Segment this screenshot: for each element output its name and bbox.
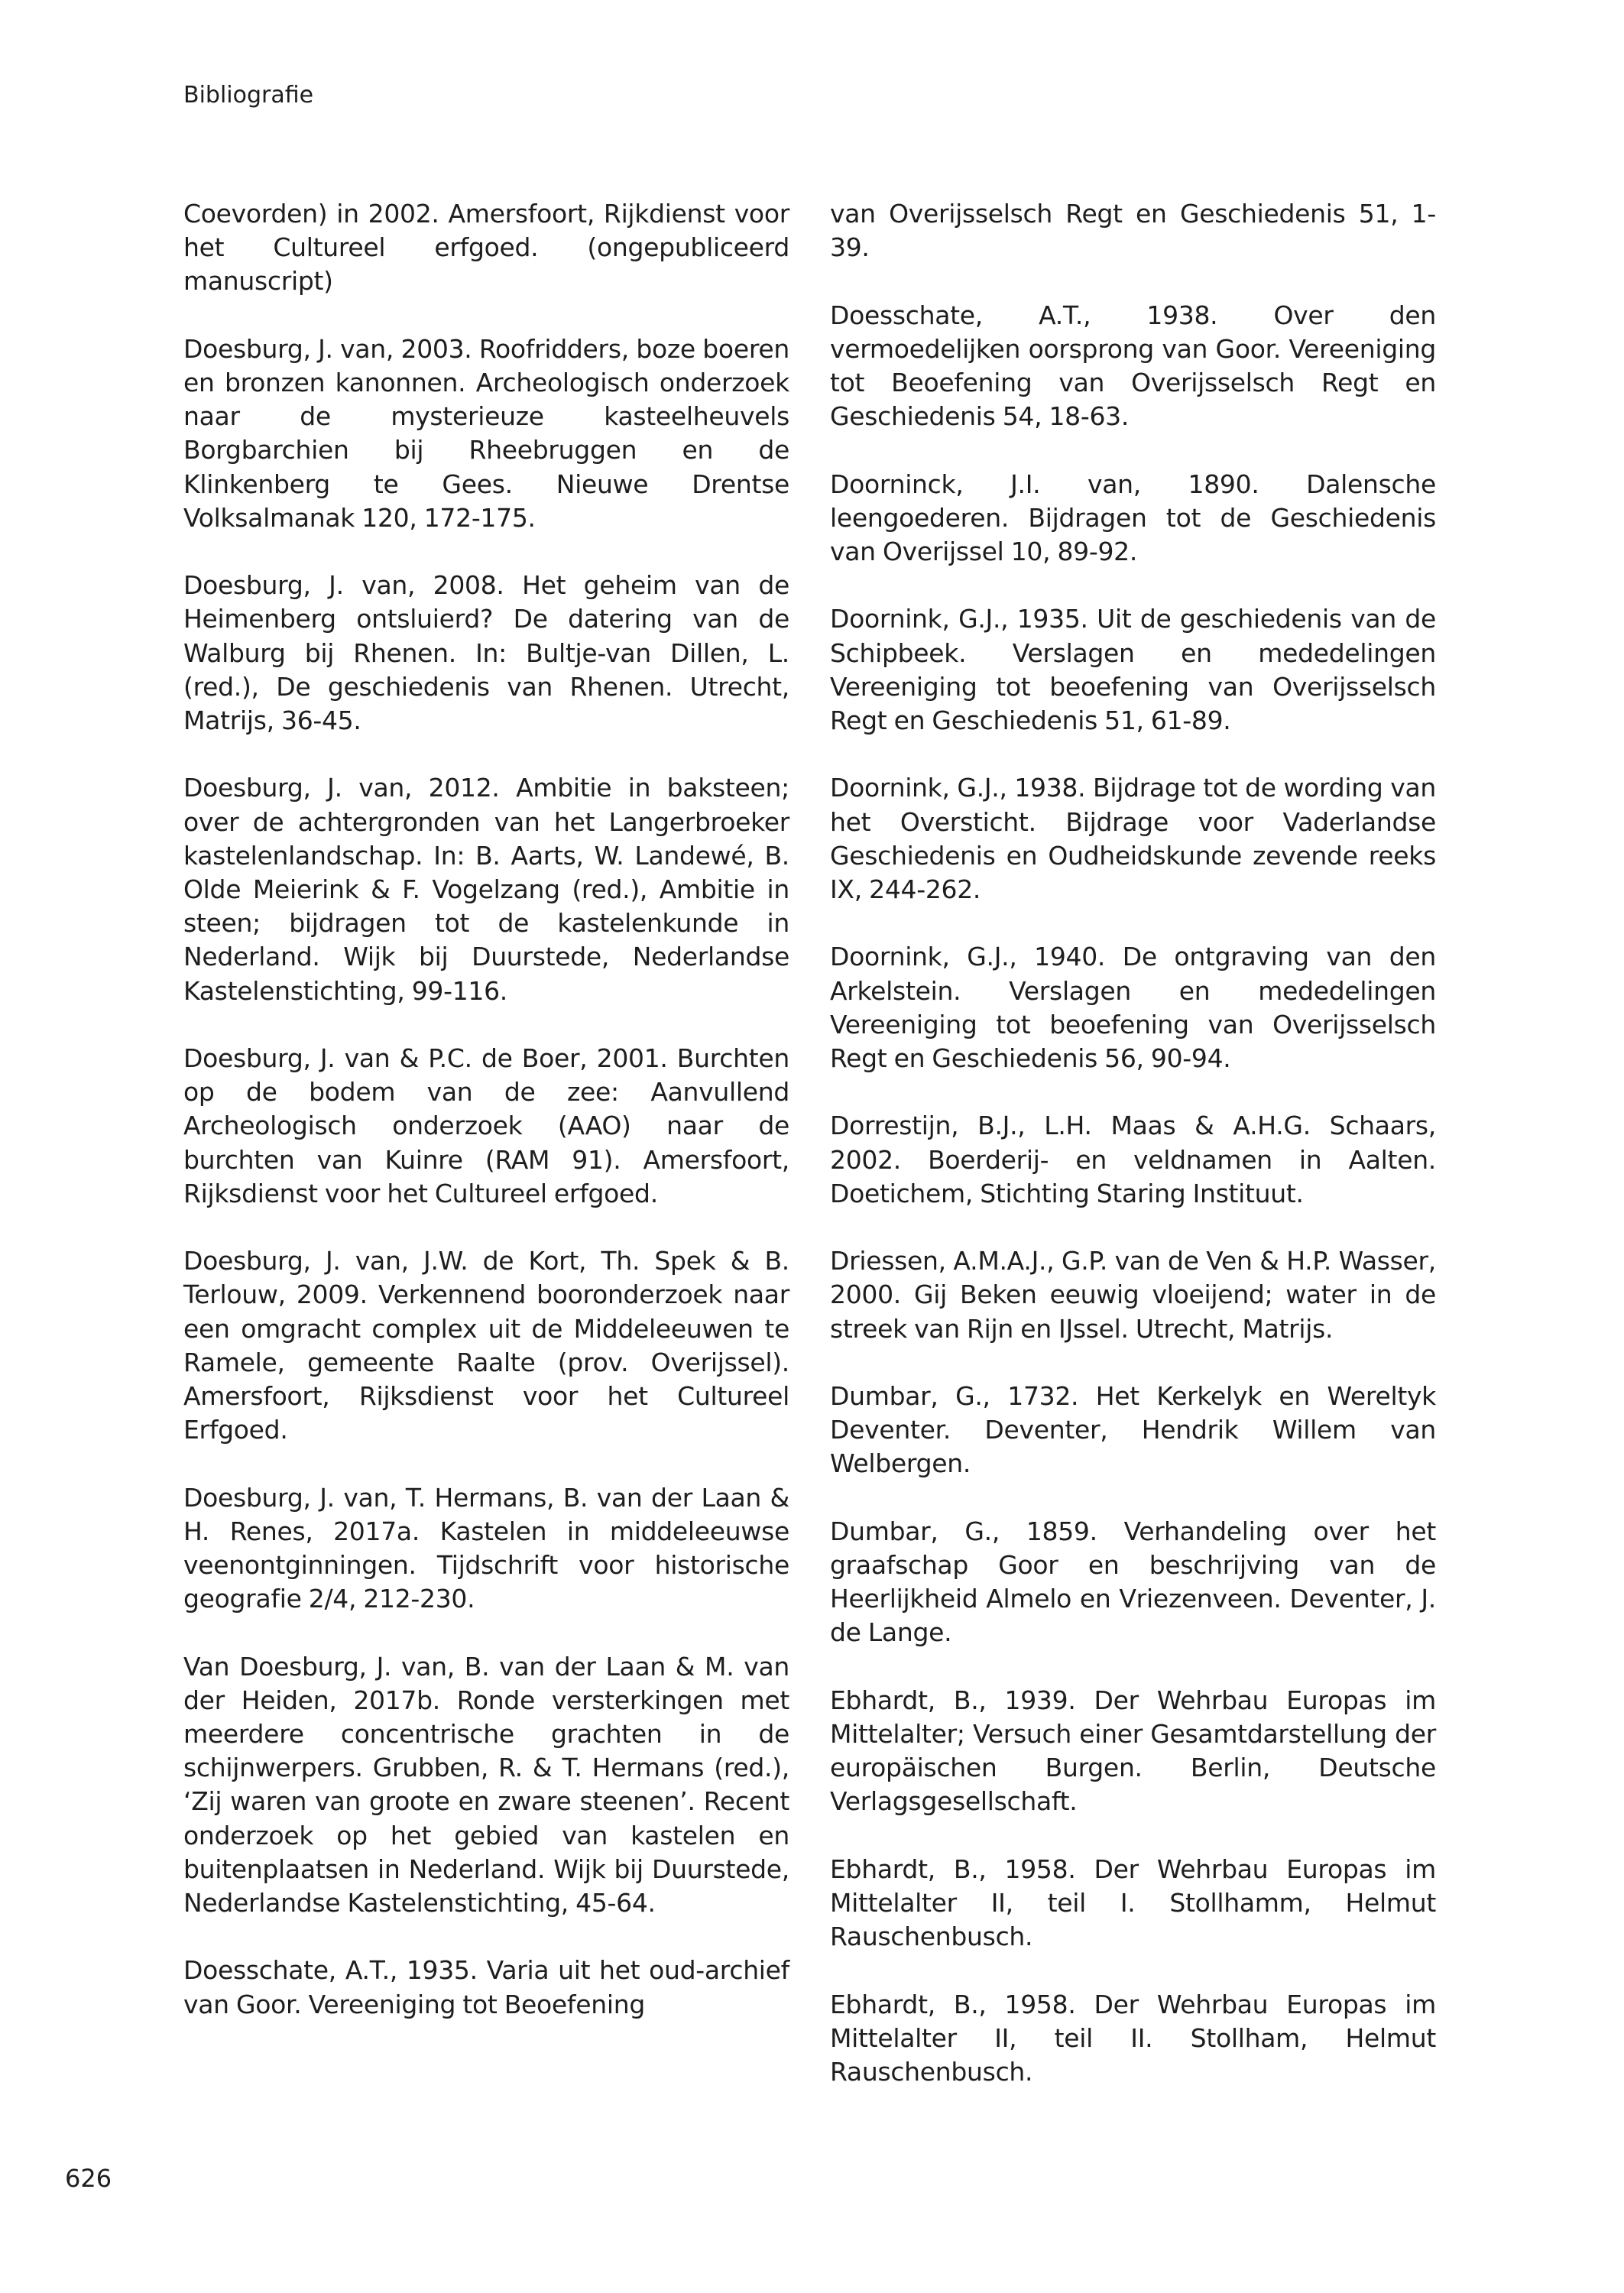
bibliography-entry: Ebhardt, B., 1958. Der Wehrbau Europas im Mittelalter II, teil I. Stollhamm, Helmut Rauschenbusch.: [830, 1854, 1436, 1952]
bibliography-entry: Coevorden) in 2002. Amersfoort, Rijkdienst voor het Cultureel erfgoed. (ongepubliceerd manuscript): [183, 199, 789, 297]
bibliography-entry: Ebhardt, B., 1958. Der Wehrbau Europas im Mittelalter II, teil II. Stollham, Helmut Rauschenbusch.: [830, 1989, 1436, 2087]
bibliography-entry: Van Doesburg, J. van, B. van der Laan & M. van der Heiden, 2017b. Ronde versterkingen met meerdere concentrische grachten in de schijnwerpers. Grubben, R. & T. Hermans (red.), ‘Zij waren van groote en zware steenen’. Recent onderzoek op het gebied van kastelen en buitenplaatsen in Nederland. Wijk bij Duurstede, Nederlandse Kastelenstichting, 45-64.: [183, 1651, 789, 1918]
bibliography-entry: Doesschate, A.T., 1938. Over den vermoedelijken oorsprong van Goor. Vereeniging tot Beoefening van Overijsselsch Regt en Geschiedenis 54, 18-63.: [830, 300, 1436, 432]
running-header: Bibliografie: [183, 82, 314, 109]
bibliography-entry: Dorrestijn, B.J., L.H. Maas & A.H.G. Schaars, 2002. Boerderij- en veldnamen in Aalten. Doetichem, Stichting Staring Instituut.: [830, 1111, 1436, 1208]
bibliography-entry: Doesburg, J. van, 2008. Het geheim van de Heimenberg ontsluierd? De datering van de Walburg bij Rhenen. In: Bultje-van Dillen, L. (red.), De geschiedenis van Rhenen. Utrecht, Matrijs, 36-45.: [183, 570, 789, 736]
bibliography-entry: Doesburg, J. van & P.C. de Boer, 2001. Burchten op de bodem van de zee: Aanvullend Archeologisch onderzoek (AAO) naar de burchten van Kuinre (RAM 91). Amersfoort, Rijksdienst voor het Cultureel erfgoed.: [183, 1043, 789, 1208]
bibliography-entry: Doornink, G.J., 1938. Bijdrage tot de wording van het Oversticht. Bijdrage voor Vaderlandse Geschiedenis en Oudheidskunde zevende reeks IX, 244-262.: [830, 773, 1436, 904]
bibliography-entry: Doesburg, J. van, T. Hermans, B. van der Laan & H. Renes, 2017a. Kastelen in middeleeuwse veenontginningen. Tijdschrift voor historische geografie 2/4, 212-230.: [183, 1482, 789, 1614]
bibliography-entry: Ebhardt, B., 1939. Der Wehrbau Europas im Mittelalter; Versuch einer Gesamtdarstellung der europäischen Burgen. Berlin, Deutsche Verlagsgesellschaft.: [830, 1685, 1436, 1817]
bibliography-entry: Driessen, A.M.A.J., G.P. van de Ven & H.P. Wasser, 2000. Gij Beken eeuwig vloeijend; water in de streek van Rijn en IJssel. Utrecht, Matrijs.: [830, 1246, 1436, 1344]
bibliography-entry: Doesburg, J. van, J.W. de Kort, Th. Spek & B. Terlouw, 2009. Verkennend booronderzoek naar een omgracht complex uit de Middeleeuwen te Ramele, gemeente Raalte (prov. Overijssel). Amersfoort, Rijksdienst voor het Cultureel Erfgoed.: [183, 1246, 789, 1445]
bibliography-entry: Dumbar, G., 1732. Het Kerkelyk en Wereltyk Deventer. Deventer, Hendrik Willem van Welbergen.: [830, 1380, 1436, 1479]
bibliography-right-column: [830, 197, 1436, 2123]
bibliography-entry: Dumbar, G., 1859. Verhandeling over het graafschap Goor en beschrijving van de Heerlijkheid Almelo en Vriezenveen. Deventer, J. de Lange.: [830, 1516, 1436, 1648]
bibliography-entry: Doorninck, J.I. van, 1890. Dalensche leengoederen. Bijdragen tot de Geschiedenis van Overijssel 10, 89-92.: [830, 469, 1436, 566]
page-number: 626: [65, 2164, 112, 2193]
bibliography-entry: Doornink, G.J., 1940. De ontgraving van den Arkelstein. Verslagen en mededelingen Vereeniging tot beoefening van Overijsselsch Regt en Geschiedenis 56, 90-94.: [830, 942, 1436, 1073]
bibliography-left-column: [183, 197, 789, 2055]
bibliography-entry: Doesschate, A.T., 1935. Varia uit het oud-archief van Goor. Vereeniging tot Beoefening: [183, 1955, 789, 2019]
bibliography-entry: Doesburg, J. van, 2003. Roofridders, boze boeren en bronzen kanonnen. Archeologisch onderzoek naar de mysterieuze kasteelheuvels Borgbarchien bij Rheebruggen en de Klinkenberg te Gees. Nieuwe Drentse Volksalmanak 120, 172-175.: [183, 333, 789, 533]
bibliography-entry: van Overijsselsch Regt en Geschiedenis 51, 1-39.: [830, 199, 1436, 263]
bibliography-entry: Doesburg, J. van, 2012. Ambitie in baksteen; over de achtergronden van het Langerbroeker kastelenlandschap. In: B. Aarts, W. Landewé, B. Olde Meierink & F. Vogelzang (red.), Ambitie in steen; bijdragen tot de kastelenkunde in Nederland. Wijk bij Duurstede, Nederlandse Kastelenstichting, 99-116.: [183, 773, 789, 1006]
bibliography-entry: Doornink, G.J., 1935. Uit de geschiedenis van de Schipbeek. Verslagen en mededelingen Vereeniging tot beoefening van Overijsselsch Regt en Geschiedenis 51, 61-89.: [830, 604, 1436, 735]
